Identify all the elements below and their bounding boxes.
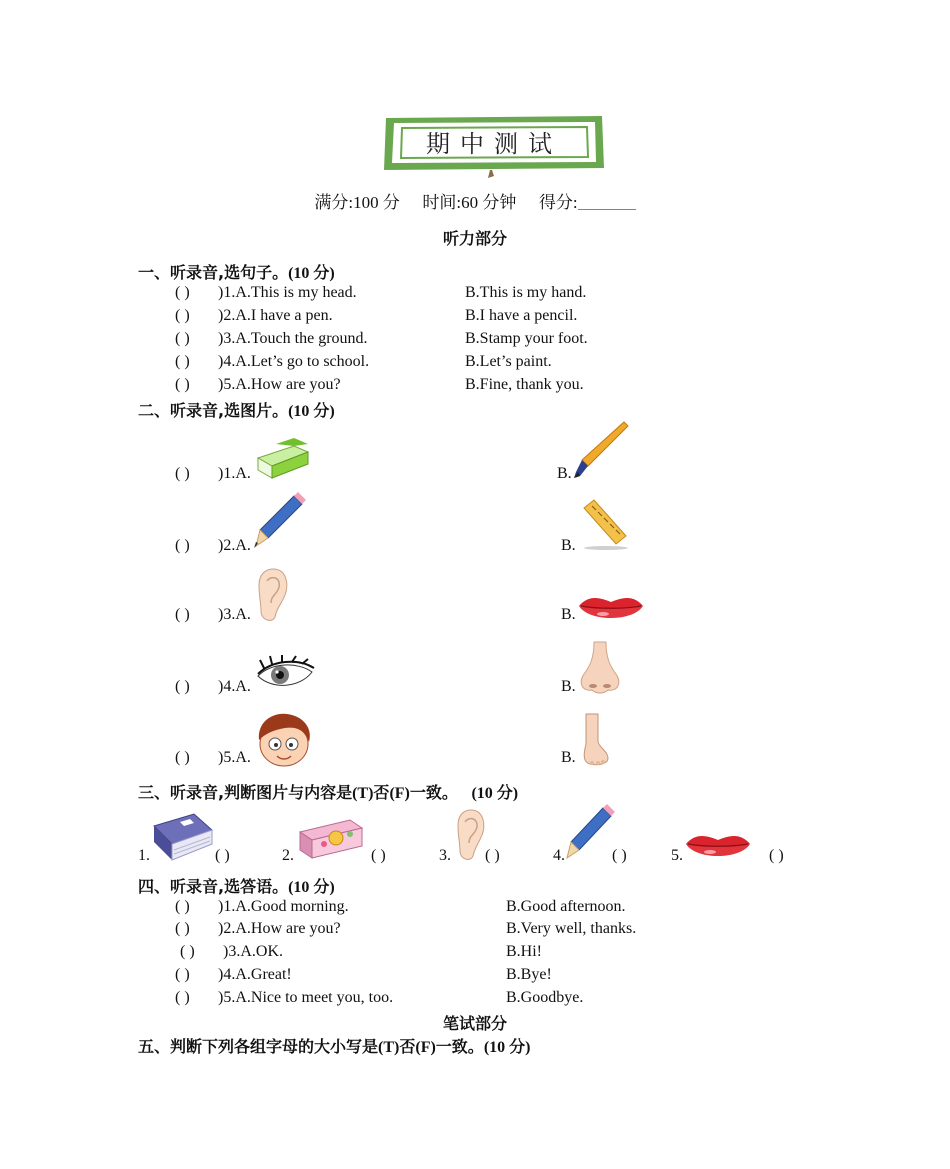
- s4-q2-b: B.Very well, thanks.: [506, 920, 637, 937]
- s2-q5-a: )5.A.: [218, 749, 251, 766]
- ruler-icon[interactable]: [578, 498, 632, 552]
- s3-item-5-num: 5.: [671, 847, 683, 864]
- foot-icon[interactable]: [578, 712, 612, 766]
- section-5-heading: 五、判断下列各组字母的大小写是(T)否(F)一致。(10 分): [138, 1037, 531, 1056]
- s4-q5-paren[interactable]: ( ): [175, 989, 190, 1006]
- s2-q4-paren[interactable]: ( ): [175, 678, 190, 695]
- s1-q3-paren[interactable]: ( ): [175, 330, 190, 347]
- s1-q1-b: B.This is my hand.: [465, 284, 587, 301]
- section-4-heading: 四、听录音,选答语。(10 分): [138, 877, 335, 896]
- s3-item-3-paren[interactable]: ( ): [485, 847, 500, 864]
- pencil-case-icon[interactable]: [296, 818, 366, 862]
- s1-q2-b: B.I have a pencil.: [465, 307, 578, 324]
- s3-item-2-num: 2.: [282, 847, 294, 864]
- s2-q5-paren[interactable]: ( ): [175, 749, 190, 766]
- s2-q1-b: B.: [557, 465, 572, 482]
- time-limit: 时间:60 分钟: [422, 193, 517, 212]
- writing-part-heading: 笔试部分: [442, 1014, 507, 1033]
- score-label: 得分:: [538, 193, 578, 212]
- s1-q4-b: B.Let’s paint.: [465, 353, 552, 370]
- s3-item-4-paren[interactable]: ( ): [612, 847, 627, 864]
- s2-q3-a: )3.A.: [218, 606, 251, 623]
- pencil-icon[interactable]: [252, 492, 306, 552]
- mouth-icon[interactable]: [684, 832, 752, 862]
- s2-q3-b: B.: [561, 606, 576, 623]
- s4-q2-paren[interactable]: ( ): [175, 920, 190, 937]
- s1-q4-a: )4.A.Let’s go to school.: [218, 353, 370, 370]
- eraser-icon[interactable]: [254, 432, 312, 480]
- section-3-heading: 三、听录音,判断图片与内容是(T)否(F)一致。 (10 分): [138, 783, 519, 802]
- s1-q5-paren[interactable]: ( ): [175, 376, 190, 393]
- ear-icon[interactable]: [255, 567, 291, 623]
- s2-q3-paren[interactable]: ( ): [175, 606, 190, 623]
- eye-icon[interactable]: [254, 656, 316, 694]
- score-line: [0, 188, 950, 213]
- s4-q5-a: )5.A.Nice to meet you, too.: [218, 989, 394, 1006]
- s2-q5-b: B.: [561, 749, 576, 766]
- s4-q4-b: B.Bye!: [506, 966, 552, 983]
- s1-q1-a: )1.A.This is my head.: [218, 284, 357, 301]
- s1-q1-paren[interactable]: ( ): [175, 284, 190, 301]
- book-icon[interactable]: [150, 810, 216, 862]
- title-banner: [380, 112, 608, 174]
- s4-q5-b: B.Goodbye.: [506, 989, 584, 1006]
- s3-item-3-num: 3.: [439, 847, 451, 864]
- s2-q4-a: )4.A.: [218, 678, 251, 695]
- s3-item-1-num: 1.: [138, 847, 150, 864]
- listening-part-heading: 听力部分: [442, 229, 507, 248]
- mouth-icon[interactable]: [577, 594, 645, 624]
- s2-q2-b: B.: [561, 537, 576, 554]
- ear-icon[interactable]: [454, 808, 488, 862]
- s1-q3-b: B.Stamp your foot.: [465, 330, 588, 347]
- full-score: 满分:100 分: [314, 193, 400, 212]
- s3-item-1-paren[interactable]: ( ): [215, 847, 230, 864]
- s2-q4-b: B.: [561, 678, 576, 695]
- pencil-icon[interactable]: [565, 802, 615, 862]
- nose-icon[interactable]: [578, 640, 622, 694]
- s4-q4-paren[interactable]: ( ): [175, 966, 190, 983]
- score-blank[interactable]: [578, 195, 636, 210]
- s2-q1-paren[interactable]: ( ): [175, 465, 190, 482]
- s4-q4-a: )4.A.Great!: [218, 966, 292, 983]
- s4-q3-a: )3.A.OK.: [223, 943, 283, 960]
- section-1-heading: 一、听录音,选句子。(10 分): [138, 263, 335, 282]
- s4-q3-b: B.Hi!: [506, 943, 542, 960]
- s4-q3-paren[interactable]: ( ): [180, 943, 195, 960]
- s1-q5-b: B.Fine, thank you.: [465, 376, 584, 393]
- s4-q1-b: B.Good afternoon.: [506, 898, 626, 915]
- s2-q2-a: )2.A.: [218, 537, 251, 554]
- face-icon[interactable]: [255, 712, 313, 768]
- s2-q2-paren[interactable]: ( ): [175, 537, 190, 554]
- s3-item-4-num: 4.: [553, 847, 565, 864]
- s1-q4-paren[interactable]: ( ): [175, 353, 190, 370]
- s1-q2-paren[interactable]: ( ): [175, 307, 190, 324]
- section-2-heading: 二、听录音,选图片。(10 分): [138, 401, 335, 420]
- s1-q2-a: )2.A.I have a pen.: [218, 307, 333, 324]
- pen-icon[interactable]: [570, 420, 630, 482]
- s3-item-5-paren[interactable]: ( ): [769, 847, 784, 864]
- s4-q2-a: )2.A.How are you?: [218, 920, 341, 937]
- s1-q3-a: )3.A.Touch the ground.: [218, 330, 368, 347]
- s2-q1-a: )1.A.: [218, 465, 251, 482]
- s1-q5-a: )5.A.How are you?: [218, 376, 341, 393]
- s3-item-2-paren[interactable]: ( ): [371, 847, 386, 864]
- page-title: 期中测试: [426, 130, 562, 158]
- s4-q1-a: )1.A.Good morning.: [218, 898, 349, 915]
- s4-q1-paren[interactable]: ( ): [175, 898, 190, 915]
